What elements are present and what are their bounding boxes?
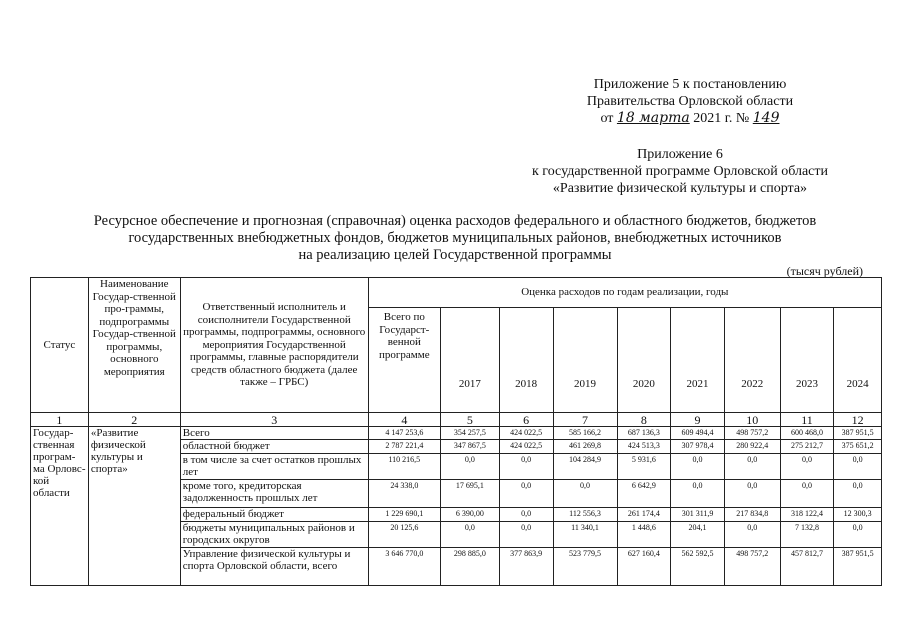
value-cell: 1 229 690,1 bbox=[368, 508, 440, 522]
table-row bbox=[31, 427, 882, 440]
value-cell: 20 125,6 bbox=[368, 522, 440, 548]
handwritten-number: 149 bbox=[752, 110, 780, 126]
value-cell: 110 216,5 bbox=[368, 454, 440, 480]
appendix5-line1: Приложение 5 к постановлению bbox=[593, 77, 787, 92]
value-cell: 0,0 bbox=[780, 454, 834, 480]
value-cell: 6 390,00 bbox=[440, 508, 499, 522]
status-cell: Государ-ственная програм-ма Орловс-кой области bbox=[31, 427, 89, 586]
value-cell: 6 642,9 bbox=[617, 480, 671, 508]
title-line2: государственных внебюджетных фондов, бюджетов муниципальных районов, внебюджетных источников bbox=[128, 230, 782, 246]
header-responsible: Ответственный исполнитель и соисполнители Государственной программы, подпрограммы, основного мероприятия Государственной программы, главные распорядители средств областного бюджета (далее также – ГРБС) bbox=[180, 278, 368, 413]
appendix5-date-line bbox=[560, 110, 820, 127]
value-cell: 112 556,3 bbox=[553, 508, 617, 522]
header-name: Наименование Государ-ственной про-граммы, подпрограммы Государ-ственной программы, основного мероприятия bbox=[88, 278, 180, 413]
value-cell: 585 166,2 bbox=[553, 427, 617, 440]
column-number: 11 bbox=[780, 413, 834, 427]
row-label: Управление физической культуры и спорта Орловской области, всего bbox=[180, 548, 368, 586]
appendix5-line2: Правительства Орловской области bbox=[586, 94, 794, 109]
header-total: Всего по Государст-венной программе bbox=[368, 308, 440, 413]
value-cell: 562 592,5 bbox=[671, 548, 725, 586]
column-number: 8 bbox=[617, 413, 671, 427]
value-cell: 498 757,2 bbox=[724, 548, 780, 586]
value-cell: 3 646 770,0 bbox=[368, 548, 440, 586]
value-cell: 301 311,9 bbox=[671, 508, 725, 522]
value-cell: 17 695,1 bbox=[440, 480, 499, 508]
value-cell: 0,0 bbox=[724, 454, 780, 480]
value-cell: 12 300,3 bbox=[834, 508, 882, 522]
value-cell: 298 885,0 bbox=[440, 548, 499, 586]
value-cell: 280 922,4 bbox=[724, 440, 780, 454]
column-number: 10 bbox=[724, 413, 780, 427]
value-cell: 0,0 bbox=[834, 480, 882, 508]
value-cell: 204,1 bbox=[671, 522, 725, 548]
column-number: 12 bbox=[834, 413, 882, 427]
value-cell: 627 160,4 bbox=[617, 548, 671, 586]
column-number: 6 bbox=[499, 413, 553, 427]
value-cell: 0,0 bbox=[499, 508, 553, 522]
value-cell: 104 284,9 bbox=[553, 454, 617, 480]
value-cell: 275 212,7 bbox=[780, 440, 834, 454]
value-cell: 7 132,8 bbox=[780, 522, 834, 548]
column-number: 4 bbox=[368, 413, 440, 427]
value-cell: 424 022,5 bbox=[499, 440, 553, 454]
value-cell: 1 448,6 bbox=[617, 522, 671, 548]
value-cell: 0,0 bbox=[671, 454, 725, 480]
row-label: федеральный бюджет bbox=[180, 508, 368, 522]
value-cell: 0,0 bbox=[440, 454, 499, 480]
row-label: в том числе за счет остатков прошлых лет bbox=[180, 454, 368, 480]
value-cell: 377 863,9 bbox=[499, 548, 553, 586]
appendix5-block bbox=[560, 76, 820, 127]
column-number: 1 bbox=[31, 413, 89, 427]
value-cell: 461 269,8 bbox=[553, 440, 617, 454]
value-cell: 4 147 253,6 bbox=[368, 427, 440, 440]
value-cell: 498 757,2 bbox=[724, 427, 780, 440]
column-number: 5 bbox=[440, 413, 499, 427]
value-cell: 5 931,6 bbox=[617, 454, 671, 480]
title-line1: Ресурсное обеспечение и прогнозная (справочная) оценка расходов федерального и областного бюджетов, бюджетов bbox=[93, 213, 817, 229]
value-cell: 523 779,5 bbox=[553, 548, 617, 586]
value-cell: 0,0 bbox=[834, 454, 882, 480]
value-cell: 2 787 221,4 bbox=[368, 440, 440, 454]
value-cell: 0,0 bbox=[499, 454, 553, 480]
title-line3: на реализацию целей Государственной программы bbox=[298, 247, 612, 263]
from-prefix: от bbox=[600, 111, 614, 126]
year-number-label: 2021 г. № bbox=[693, 111, 750, 126]
header-year: 2018 bbox=[499, 308, 553, 413]
column-number: 9 bbox=[671, 413, 725, 427]
budget-table bbox=[30, 277, 882, 586]
row-label: бюджеты муниципальных районов и городских округов bbox=[180, 522, 368, 548]
value-cell: 0,0 bbox=[724, 522, 780, 548]
value-cell: 424 513,3 bbox=[617, 440, 671, 454]
value-cell: 600 468,0 bbox=[780, 427, 834, 440]
column-number: 2 bbox=[88, 413, 180, 427]
value-cell: 261 174,4 bbox=[617, 508, 671, 522]
value-cell: 457 812,7 bbox=[780, 548, 834, 586]
program-name-cell: «Развитие физической культуры и спорта» bbox=[88, 427, 180, 586]
value-cell: 0,0 bbox=[499, 522, 553, 548]
value-cell: 307 978,4 bbox=[671, 440, 725, 454]
value-cell: 0,0 bbox=[834, 522, 882, 548]
value-cell: 0,0 bbox=[724, 480, 780, 508]
value-cell: 11 340,1 bbox=[553, 522, 617, 548]
header-year: 2021 bbox=[671, 308, 725, 413]
header-status: Статус bbox=[31, 278, 89, 413]
value-cell: 387 951,5 bbox=[834, 548, 882, 586]
header-year: 2017 bbox=[440, 308, 499, 413]
header-year: 2024 bbox=[834, 308, 882, 413]
header-year: 2023 bbox=[780, 308, 834, 413]
row-label: кроме того, кредиторская задолженность прошлых лет bbox=[180, 480, 368, 508]
column-number: 3 bbox=[180, 413, 368, 427]
appendix6-line2: к государственной программе Орловской области bbox=[532, 164, 828, 179]
units-label: (тысяч рублей) bbox=[786, 264, 863, 278]
value-cell: 0,0 bbox=[553, 480, 617, 508]
value-cell: 687 136,3 bbox=[617, 427, 671, 440]
value-cell: 609 494,4 bbox=[671, 427, 725, 440]
value-cell: 424 022,5 bbox=[499, 427, 553, 440]
value-cell: 0,0 bbox=[499, 480, 553, 508]
row-label: областной бюджет bbox=[180, 440, 368, 454]
value-cell: 0,0 bbox=[780, 480, 834, 508]
value-cell: 217 834,8 bbox=[724, 508, 780, 522]
header-year: 2020 bbox=[617, 308, 671, 413]
handwritten-date: 18 марта bbox=[616, 110, 690, 126]
value-cell: 318 122,4 bbox=[780, 508, 834, 522]
value-cell: 0,0 bbox=[440, 522, 499, 548]
appendix6-line1: Приложение 6 bbox=[637, 147, 723, 162]
column-number: 7 bbox=[553, 413, 617, 427]
header-estimate: Оценка расходов по годам реализации, годы bbox=[368, 278, 881, 308]
value-cell: 354 257,5 bbox=[440, 427, 499, 440]
row-label: Всего bbox=[180, 427, 368, 440]
header-year: 2022 bbox=[724, 308, 780, 413]
appendix6-block bbox=[500, 146, 860, 197]
value-cell: 24 338,0 bbox=[368, 480, 440, 508]
document-title bbox=[60, 213, 850, 264]
value-cell: 387 951,5 bbox=[834, 427, 882, 440]
value-cell: 0,0 bbox=[671, 480, 725, 508]
header-year: 2019 bbox=[553, 308, 617, 413]
value-cell: 375 651,2 bbox=[834, 440, 882, 454]
appendix6-line3: «Развитие физической культуры и спорта» bbox=[552, 181, 808, 196]
value-cell: 347 867,5 bbox=[440, 440, 499, 454]
